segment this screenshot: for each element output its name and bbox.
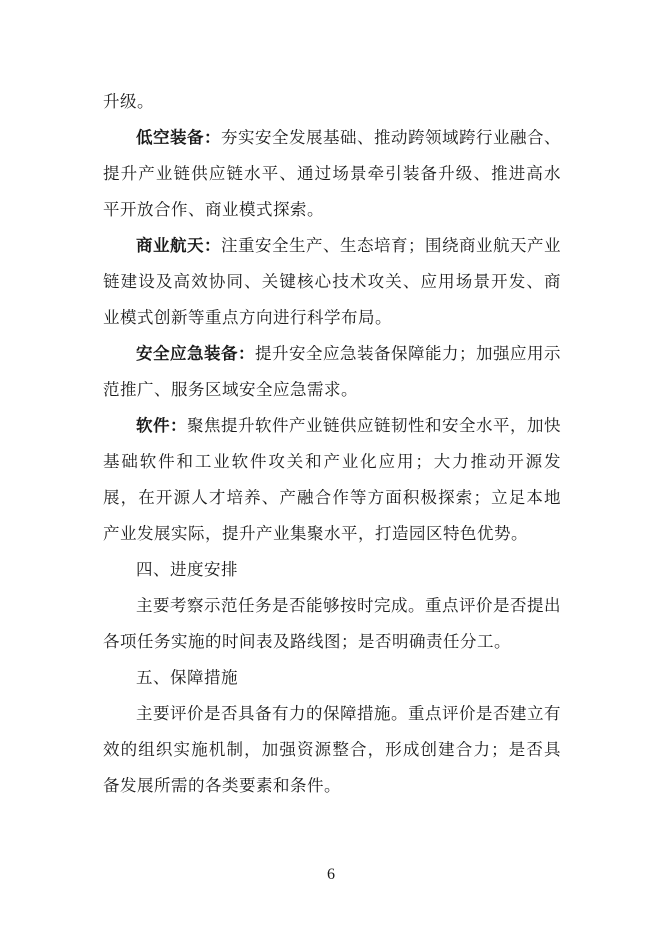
paragraph-lead: 主要评价是否具备有力的保障措施。 (136, 704, 408, 723)
section-term: 低空装备： (136, 128, 221, 147)
section-emergency-equipment (103, 336, 561, 408)
section-low-altitude (103, 120, 561, 228)
paragraph-text: 重点评价是否建立有效的组织实施机制，加强资源整合，形成创建合力；是否具备发展所需的各类要素和条件。 (103, 704, 561, 795)
section-term: 软件： (136, 416, 187, 435)
document-body (103, 84, 561, 804)
section-text: 夯实安全发展基础、推动跨领域跨行业融合、提升产业链供应链水平、通过场景牵引装备升级、推进高水平开放合作、商业模式探索。 (103, 128, 561, 219)
section-text: 注重安全生产、生态培育；围绕商业航天产业链建设及高效协同、关键核心技术攻关、应用场景开发、商业模式创新等重点方向进行科学布局。 (103, 236, 561, 327)
paragraph-lead: 主要考察示范任务是否能够按时完成。 (136, 596, 425, 615)
paragraph-safeguards (103, 696, 561, 804)
section-text: 聚焦提升软件产业链供应链韧性和安全水平，加快基础软件和工业软件攻关和产业化应用；大力推动开源发展，在开源人才培养、产融合作等方面积极探索；立足本地产业发展实际，提升产业集聚水平，打造园区特色优势。 (103, 416, 561, 543)
heading-schedule: 四、进度安排 (136, 560, 238, 579)
section-text: 提升安全应急装备保障能力；加强应用示范推广、服务区域安全应急需求。 (103, 344, 561, 399)
continuation-text: 升级。 (103, 92, 154, 111)
section-term: 商业航天： (136, 236, 221, 255)
section-commercial-space (103, 228, 561, 336)
section-term: 安全应急装备： (136, 344, 255, 363)
section-software (103, 408, 561, 552)
paragraph-text: 重点评价是否提出各项任务实施的时间表及路线图；是否明确责任分工。 (103, 596, 561, 651)
page-number: 6 (327, 866, 335, 883)
heading-safeguards: 五、保障措施 (136, 668, 238, 687)
paragraph-schedule (103, 588, 561, 660)
